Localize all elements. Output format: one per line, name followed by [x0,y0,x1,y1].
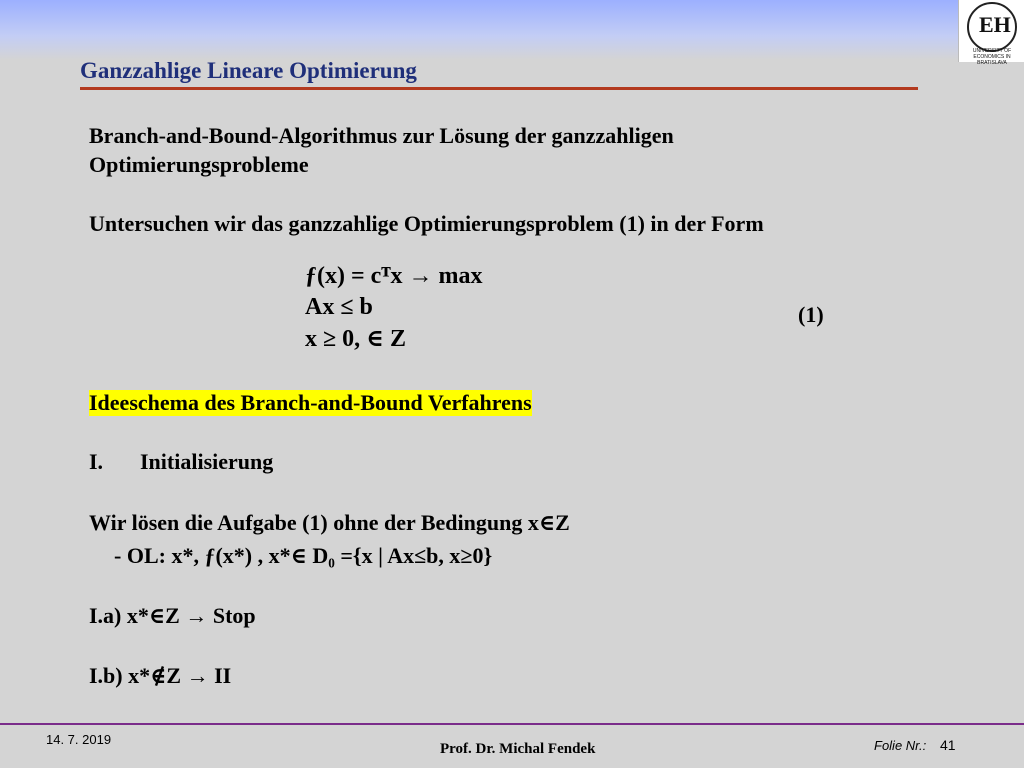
formula-domain: x ≥ 0, ∈ Z [305,326,406,352]
heading-line2: Optimierungsprobleme [89,152,309,177]
case-a: I.a) x*∈Z → Stop [89,603,256,628]
formula-objective: ƒ(x) = cᵀx → max [305,263,483,289]
ol-line: - OL: x*, ƒ(x*) , x*∈ D₀ ={x | Ax≤b, x≥0} [114,543,493,568]
step-number: I. [89,449,104,474]
step-label: Initialisierung [140,449,274,474]
footer-author: Prof. Dr. Michal Fendek [440,741,596,757]
formula-constraint: Ax ≤ b [305,294,373,320]
footer-date: 14. 7. 2019 [46,732,112,747]
footer-slide-label: Folie Nr.: [874,738,927,753]
title-divider [80,87,918,90]
heading-line1: Branch-and-Bound-Algorithmus zur Lösung der ganzzahligen [89,123,674,148]
solve-line: Wir lösen die Aufgabe (1) ohne der Bedingung x∈Z [89,510,570,535]
intro-text: Untersuchen wir das ganzzahlige Optimierungsproblem (1) in der Form [89,211,764,236]
case-b: I.b) x*∉Z → II [89,663,232,688]
footer-slide-number: 41 [940,737,956,753]
header-band [0,0,1024,60]
formula-number: (1) [798,302,824,327]
slide-title: Ganzzahlige Lineare Optimierung [80,58,417,83]
university-logo [958,0,1024,66]
idea-heading: Ideeschema des Branch-and-Bound Verfahrens [89,390,532,415]
logo-monogram: EH [979,12,1011,37]
footer-divider [0,723,1024,725]
logo-caption: UNIVERSITY OF ECONOMICS IN BRATISLAVA [972,48,1012,66]
